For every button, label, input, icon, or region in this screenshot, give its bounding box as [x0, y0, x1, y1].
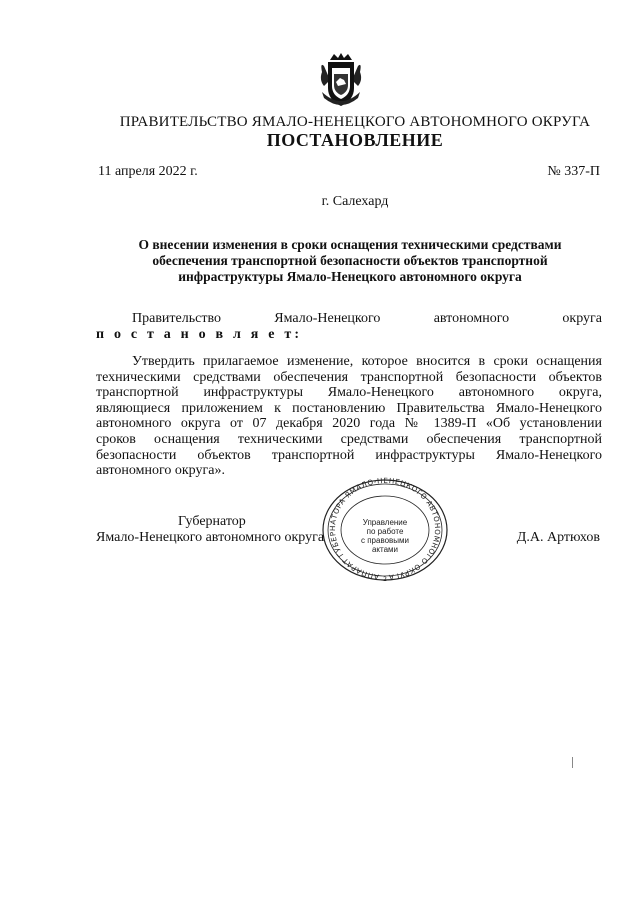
subject-line: инфраструктуры Ямало-Ненецкого автономного округа — [178, 269, 522, 284]
body-line: Утвердить прилагаемое изменение, которое вносится в сроки оснащения — [132, 354, 602, 369]
document-type: ПОСТАНОВЛЕНИЕ — [266, 130, 444, 150]
document-city: г. Салехард — [321, 194, 389, 209]
body-line: автономного округа от 07 декабря 2020 года № 1389-П «Об установлении — [96, 416, 602, 432]
preamble-word: Ямало-Ненецкого — [274, 311, 381, 326]
body-line: безопасности объектов транспортной инфраструктуры Ямало-Ненецкого — [96, 447, 602, 463]
preamble-word: автономного — [433, 311, 510, 326]
stamp-inner-text — [344, 518, 426, 554]
body-line: сроков оснащения техническими средствами обеспечения транспортной — [96, 431, 602, 447]
resolves-word: п о с т а н о в л я е т: — [96, 327, 303, 342]
signatory-name: Д.А. Артюхов — [516, 530, 600, 545]
stamp-line: с правовыми — [360, 536, 410, 545]
coat-of-arms-icon — [316, 52, 366, 112]
stamp-ring-text: АППАРАТ ГУБЕРНАТОРА ЯМАЛО-НЕНЕЦКОГО АВТОНОМНОГО ОКРУГА — [327, 476, 443, 582]
stamp-line: актами — [371, 545, 399, 554]
document-subject — [100, 237, 600, 285]
stamp-line: Управление — [362, 518, 408, 527]
preamble-line — [96, 311, 602, 327]
page-divider — [572, 757, 573, 768]
subject-line: обеспечения транспортной безопасности объектов транспортной — [152, 253, 548, 268]
signatory-region: Ямало-Ненецкого автономного округа — [96, 530, 325, 545]
signatory-title — [96, 514, 336, 546]
body-paragraph — [96, 354, 602, 479]
subject-line: О внесении изменения в сроки оснащения техническими средствами — [138, 237, 562, 252]
stamp-mark: 2 — [383, 576, 387, 583]
preamble-word: Правительство — [132, 311, 221, 326]
government-title: ПРАВИТЕЛЬСТВО ЯМАЛО-НЕНЕЦКОГО АВТОНОМНОГО ОКРУГА — [119, 114, 591, 130]
signatory-position: Губернатор — [178, 514, 246, 529]
stamp-line: по работе — [366, 527, 404, 536]
body-line: транспортной инфраструктуры Ямало-Ненецкого автономного округа, — [96, 385, 602, 401]
body-line: являющиеся приложением к постановлению Правительства Ямало-Ненецкого — [96, 400, 602, 416]
preamble-word: округа — [562, 311, 602, 326]
document-date: 11 апреля 2022 г. — [98, 164, 198, 179]
body-line: автономного округа». — [96, 463, 225, 479]
document-number: № 337-П — [547, 164, 600, 179]
body-line: техническими средствами обеспечения транспортной безопасности объектов — [96, 369, 602, 385]
